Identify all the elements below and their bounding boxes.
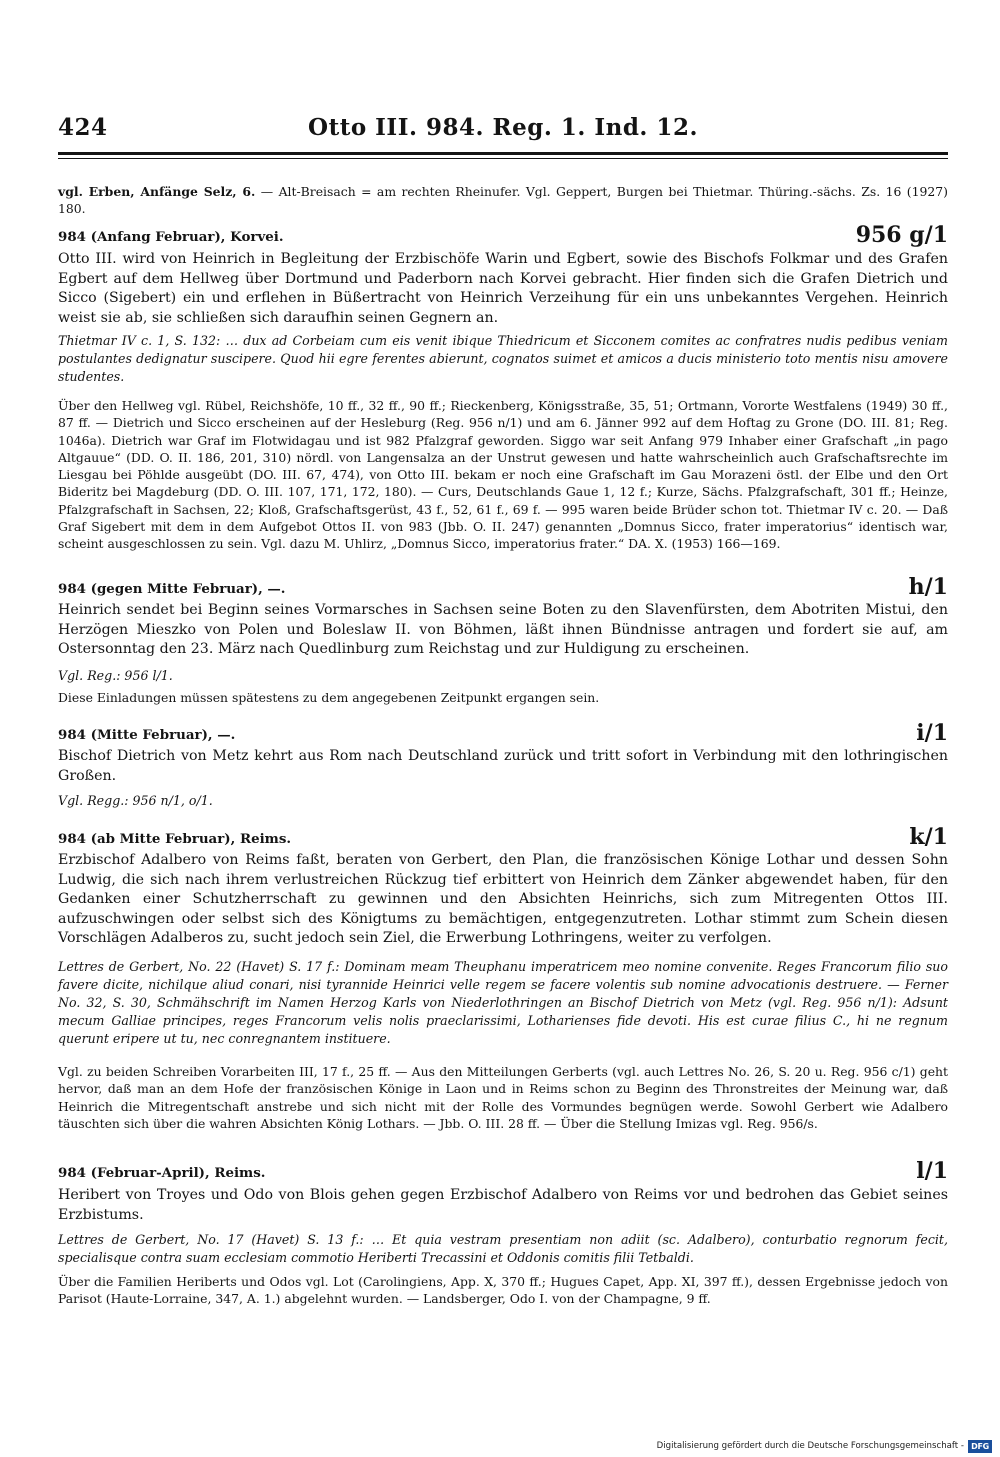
entry-regest-number: k/1 [909, 824, 948, 850]
page-number: 424 [58, 114, 108, 141]
entry-note: Diese Einladungen müssen spätestens zu dem angegebenen Zeitpunkt ergangen sein. [58, 690, 600, 705]
funding-credit: Digitalisierung gefördert durch die Deutsche Forschungsgemeinschaft - [656, 1441, 964, 1451]
entry-heading [58, 826, 948, 850]
dfg-logo: DFG [968, 1440, 992, 1453]
entry-date: 984 (Anfang Februar), Korvei. [58, 229, 284, 245]
entry-date: 984 (Mitte Februar), —. [58, 727, 236, 743]
page-header [58, 114, 948, 154]
entry-note: Über die Familien Heriberts und Odos vgl. Lot (Carolingiens, App. X, 370 ff.; Hugues Capet, App. XI, 397 ff.), dessen Ergebnisse jedoch von Parisot (Haute-Lorraine, 347, A. 1.) abgelehnt wurden. — Landsberger, Odo I. von der Champagne, 9 ff. [58, 1274, 948, 1307]
entry-heading [58, 576, 948, 600]
entry-source: Vgl. Reg.: 956 l/1. [58, 668, 173, 683]
entry-source: Lettres de Gerbert, No. 22 (Havet) S. 17 f.: Dominam meam Theuphanu imperatricem meo nomine convenite. Reges Francorum filio suo favere dicite, nichilque aliud conari, nisi tyrannide Heinrici velle regem se facere volentis sub nomine advocationis destruere. — Ferner No. 32, S. 30, Schmähschrift im Namen Herzog Karls von Niederlothringen an Bischof Dietrich von Metz (vgl. Reg. 956 n/1): Adsunt mecum Galliae principes, reges Francorum velis nolis praeclarissimi, Lotharienses fide devoti. His est curae filius C., hi ne regnum querunt eripere ut tu, nec conregnantem instituere. [58, 959, 948, 1046]
entry-regest-number: 956 g/1 [855, 222, 948, 248]
entry-text: Bischof Dietrich von Metz kehrt aus Rom nach Deutschland zurück und tritt sofort in Verbindung mit den lothringischen Großen. [58, 748, 948, 784]
intro-note-text: — Alt-Breisach = am rechten Rheinufer. Vgl. Geppert, Burgen bei Thietmar. Thüring.-sächs. Zs. 16 (1927) 180. [58, 184, 948, 217]
entry-regest-number: l/1 [916, 1158, 948, 1184]
running-title: Otto III. 984. Reg. 1. Ind. 12. [308, 114, 698, 141]
entry-source: Thietmar IV c. 1, S. 132: … dux ad Corbeiam cum eis venit ibique Thiedricum et Sicconem comites ac confratres nudis pedibus veniam postulantes dedignatur suscipere. Quod hii egre ferentes abierunt, cognatos suimet et amicos a ducis ministerio toto mentis nisu amovere studentes. [58, 333, 948, 384]
entry-text: Heinrich sendet bei Beginn seines Vormarsches in Sachsen seine Boten zu den Slavenfürsten, dem Abotriten Mistui, den Herzögen Mieszko von Polen und Boleslaw II. von Böhmen, läßt ihnen Bündnisse antragen und fordert sie auf, am Ostersonntag den 23. März nach Quedlinburg zum Reichstag und zur Huldigung zu erscheinen. [58, 602, 948, 657]
entry-note: Vgl. zu beiden Schreiben Vorarbeiten III, 17 f., 25 ff. — Aus den Mitteilungen Gerberts (vgl. auch Lettres No. 26, S. 20 u. Reg. 956 c/1) geht hervor, daß man an dem Hofe der französischen Könige in Laon und in Reims schon zu Beginn des Thronstreites der Meinung war, daß Heinrich die Mitregentschaft anstrebe und sich nicht mit der Rolle des Vormundes begnügen werde. Sowohl Gerbert wie Adalbero täuschten sich über die wahren Absichten König Lothars. — Jbb. O. III. 28 ff. — Über die Stellung Imizas vgl. Reg. 956/s. [58, 1064, 948, 1131]
entry-text: Otto III. wird von Heinrich in Begleitung der Erzbischöfe Warin und Egbert, sowie des Bischofs Folkmar und des Grafen Egbert auf dem Hellweg über Dortmund und Paderborn nach Korvei gebracht. Hier finden sich die Grafen Dietrich und Sicco (Sigebert) ein und erflehen in Büßertracht von Heinrich Verzeihung für ein uns unbekanntes Vergehen. Heinrich weist sie ab, sie schließen sich daraufhin seinen Gegnern an. [58, 251, 948, 326]
entry-regest-number: i/1 [916, 720, 948, 746]
entry-note: Über den Hellweg vgl. Rübel, Reichshöfe, 10 ff., 32 ff., 90 ff.; Rieckenberg, Königsstraße, 35, 51; Ortmann, Vororte Westfalens (1949) 30 ff., 87 ff. — Dietrich und Sicco erscheinen auf der Hesleburg (Reg. 956 n/1) und am 6. Jänner 992 auf dem Hoftag zu Grone (DO. III. 81; Reg. 1046a). Dietrich war Graf im Flotwidagau und ist 982 Pfalzgraf geworden. Siggo war seit Anfang 979 Inhaber einer Grafschaft „in pago Altgauue“ (DD. O. II. 186, 201, 310) nördl. von Langensalza an der Unstrut gewesen und hatte wahrscheinlich auch Grafschaftsrechte im Liesgau bei Pöhlde ausgeübt (DO. III. 67, 474), von Otto III. bekam er noch eine Grafschaft im Gau Morazeni östl. der Elbe und den Ort Bideritz bei Magdeburg (DD. O. III. 107, 171, 172, 180). — Curs, Deutschlands Gaue 1, 12 f.; Kurze, Sächs. Pfalzgrafschaft, 301 ff.; Heinze, Pfalzgrafschaft in Sachsen, 22; Kloß, Grafschaftsgerüst, 43 f., 52, 61 f., 69 f. — 995 waren beide Brüder schon tot. Thietmar IV c. 20. — Daß Graf Sigebert mit dem in dem Aufgebot Ottos II. von 983 (Jbb. O. II. 247) genannten „Domnus Sicco, frater imperatorius“ identisch war, scheint ausgeschlossen zu sein. Vgl. dazu M. Uhlirz, „Domnus Sicco, imperatorius frater.“ DA. X. (1953) 166—169. [58, 398, 948, 552]
entry-regest-number: h/1 [908, 574, 948, 600]
digitization-footer [657, 1438, 992, 1454]
entry-heading [58, 224, 948, 248]
entry-text: Erzbischof Adalbero von Reims faßt, beraten von Gerbert, den Plan, die französischen Könige Lothar und dessen Sohn Ludwig, die sich nach ihrem verlustreichen Rückzug tief erbittert von Heinrich dem Zänker abgewendet haben, für den Gedanken einer Schutzherrschaft zu gewinnen und den Absichten Heinrichs, sich zum Mitregenten Ottos III. aufzuschwingen oder selbst sich des Königtums zu bemächtigen, entgegenzutreten. Lothar stimmt zum Schein diesen Vorschlägen Adalberos zu, sucht jedoch sein Ziel, die Erwerbung Lothringens, weiter zu verfolgen. [58, 852, 948, 946]
header-rule [58, 152, 948, 155]
entry-source: Vgl. Regg.: 956 n/1, o/1. [58, 793, 213, 808]
intro-note-label: vgl. Erben, Anfänge Selz, 6. [58, 184, 256, 199]
entry-heading [58, 1160, 948, 1184]
intro-note [58, 183, 948, 218]
header-rule-thin [58, 158, 948, 159]
entry-heading [58, 722, 948, 746]
entry-date: 984 (Februar-April), Reims. [58, 1165, 266, 1181]
entry-source: Lettres de Gerbert, No. 17 (Havet) S. 13 f.: … Et quia vestram presentiam non adiit (sc. Adalbero), conturbatio regnorum fecit, specialisque contra suam ecclesiam commotio Heriberti Trecassini et Oddonis comitis filii Tetbaldi. [58, 1232, 948, 1265]
entry-date: 984 (gegen Mitte Februar), —. [58, 581, 286, 597]
entry-date: 984 (ab Mitte Februar), Reims. [58, 831, 292, 847]
entry-text: Heribert von Troyes und Odo von Blois gehen gegen Erzbischof Adalbero von Reims vor und bedrohen das Gebiet seines Erzbistums. [58, 1187, 948, 1223]
